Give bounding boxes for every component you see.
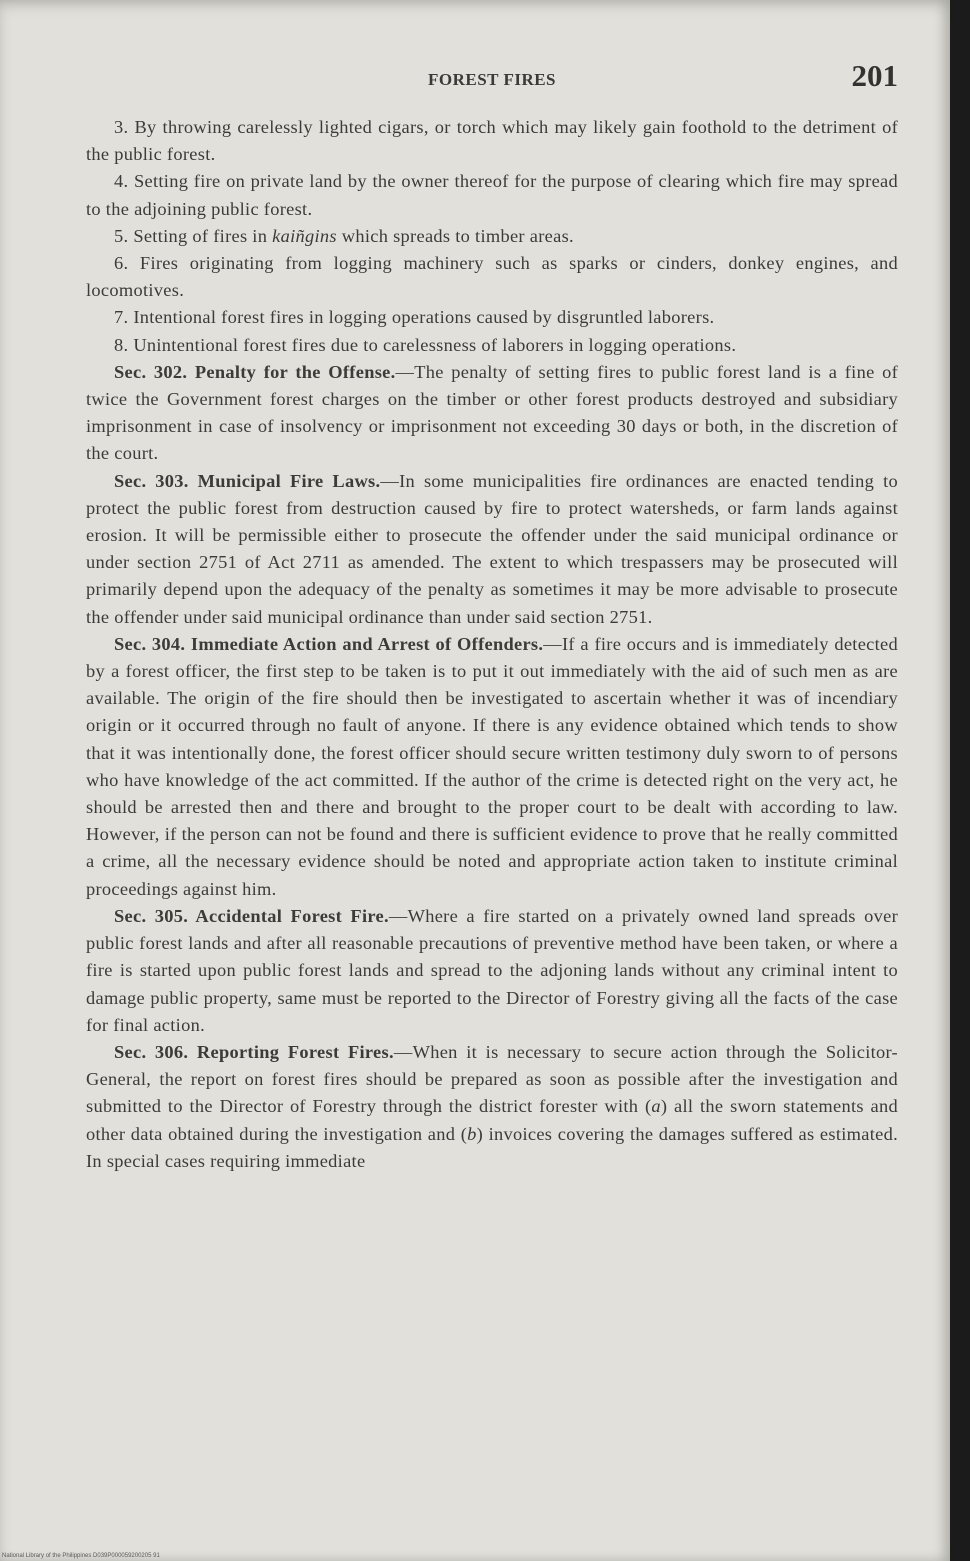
list-item-text: By throwing carelessly lighted cigars, or torch which may likely gain foothold to the detriment of the public forest. — [86, 117, 898, 165]
list-item-text: Fires originating from logging machinery such as sparks or cinders, donkey engines, and locomotives. — [86, 253, 898, 301]
list-item-italic-term: kaiñgins — [272, 225, 337, 246]
section-text: ) invoices covering the damages suffered as estimated. In special cases requiring immediate — [86, 1123, 898, 1171]
list-item-text: Setting fire on private land by the owner thereof for the purpose of clearing which fire may spread to the adjoining public forest. — [86, 171, 898, 219]
list-item — [86, 250, 898, 304]
em-dash: — — [543, 633, 562, 654]
list-item-number: 3. — [114, 117, 129, 137]
list-item-number: 6. — [114, 253, 129, 274]
enumeration-mark: b — [467, 1123, 477, 1144]
section-heading: Sec. 302. Penalty for the Offense. — [114, 361, 396, 382]
body-text — [86, 114, 898, 1175]
section-text: When it is necessary to secure action through the Solicitor-General, the report on forest fires should be prepared as soon as possible after the investigation and submitted to the Director of Forestry through the district forester with ( — [86, 1041, 898, 1117]
section-heading: Sec. 304. Immediate Action and Arrest of Offenders. — [114, 633, 544, 654]
list-item — [86, 114, 898, 168]
library-credit: National Library of the Philippines D039P000059200205 91 — [2, 1553, 160, 1559]
list-item-text: Setting of fires in — [133, 225, 273, 246]
running-title: FOREST FIRES — [427, 70, 557, 89]
section-text: The penalty of setting fires to public forest land is a fine of twice the Government forest charges on the timber or other forest products destroyed and subsidiary imprisonment in case of insolvency or imprisonment not exceeding 30 days or both, in the discretion of the court. — [86, 361, 899, 464]
enumeration-mark: a — [651, 1096, 661, 1117]
list-item — [86, 223, 898, 250]
list-item-number: 5. — [114, 225, 129, 246]
section-text: Where a fire started on a privately owned land spreads over public forest lands and after all reasonable precautions of preventive method have been taken, or where a fire is started upon public forest lands and spread to the adjoning lands without any criminal intent to damage public property, same must be reported to the Director of Forestry giving all the facts of the case for final action. — [86, 905, 898, 1035]
list-item — [86, 332, 898, 359]
em-dash: — — [388, 905, 408, 926]
list-item-number: 8. — [114, 334, 129, 355]
em-dash: — — [380, 470, 400, 491]
section-text: If a fire occurs and is immediately detected by a forest officer, the first step to be taken is to put it out immediately with the aid of such men as are available. The origin of the fire should then be investigated to ascertain whether it was of incendiary origin or it occurred through no fault of anyone. If there is any evidence obtained which tends to show that it was intentionally done, the forest officer should secure written testimony duly sworn to of persons who have knowledge of the act committed. If the author of the crime is detected right on the very act, he should be arrested then and there and brought to the proper court to be dealt with according to law. However, if the person can not be found and there is sufficient evidence to prove that he really committed a crime, all the necessary evidence should be noted and appropriate action taken to institute criminal proceedings against him. — [86, 633, 898, 899]
list-item-number: 4. — [114, 171, 129, 192]
section-heading: Sec. 303. Municipal Fire Laws. — [114, 470, 381, 491]
list-item-text: which spreads to timber areas. — [336, 225, 574, 246]
section-306 — [86, 1039, 898, 1175]
page-number: 201 — [851, 58, 898, 93]
list-item — [86, 168, 898, 222]
list-item — [86, 304, 898, 331]
list-item-text: Unintentional forest fires due to carelessness of laborers in logging operations. — [133, 334, 737, 355]
list-item-text: Intentional forest fires in logging operations caused by disgruntled laborers. — [133, 307, 715, 328]
section-302 — [86, 359, 898, 468]
em-dash: — — [393, 1041, 413, 1062]
section-heading: Sec. 305. Accidental Forest Fire. — [114, 905, 389, 926]
section-heading: Sec. 306. Reporting Forest Fires. — [114, 1041, 394, 1062]
section-text: In some municipalities fire ordinances are enacted tending to protect the public forest from destruction caused by fire to protect watersheds, or farm lands against erosion. It will be permissible either to prosecute the offender under the said municipal ordinance or under section 2751 of Act 2711 as amended. The extent to which trespassers may be prosecuted will primarily depend upon the adequacy of the penalty as sometimes it may be more advisable to prosecute the offender under said municipal ordinance than under said section 2751. — [86, 470, 898, 627]
em-dash: — — [395, 361, 415, 382]
page-header — [86, 58, 898, 98]
section-304 — [86, 631, 898, 903]
list-item-number: 7. — [114, 307, 129, 328]
section-303 — [86, 468, 898, 631]
section-305 — [86, 903, 898, 1039]
section-text: ) all the sworn statements and other data obtained during the investigation and ( — [86, 1096, 898, 1144]
